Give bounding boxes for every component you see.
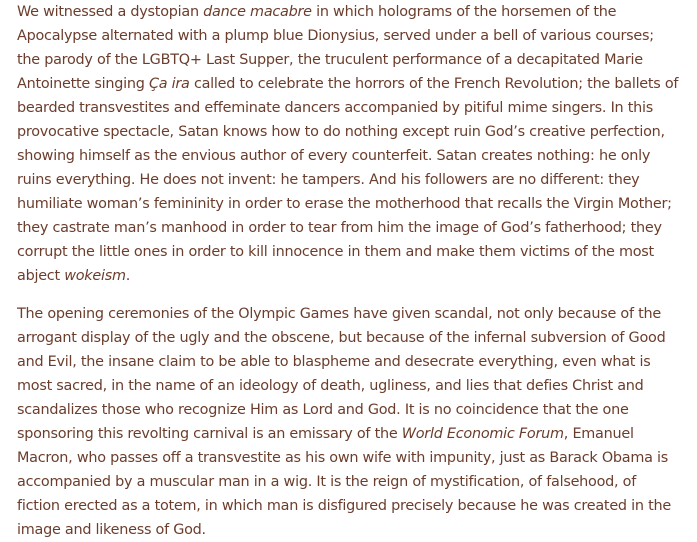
paragraph-2-text: The opening ceremonies of the Olympic Games have given scandal, not only because of the arrogant display of the ugly and the obscene, but because of the infernal subversion of Good and Evil, the insane claim to be able to blaspheme and desecrate everything, even what is most sacred, in the name of an ideology of death, ugliness, and lies that defies Christ and scandalizes those who recognize Him as Lord and God. It is no coincidence that the one sponsoring this revolting carnival is an emissary of the: [17, 306, 666, 442]
italic-dance-macabre: dance macabre: [203, 4, 312, 20]
paragraph-1-text: in which holograms of the horsemen of the Apocalypse alternated with a plump blue Dionysius, served under a bell of various courses; the parody of the LGBTQ+ Last Supper, the truculent performance of a decapitated Marie Antoinette singing: [17, 4, 654, 92]
italic-world-economic-forum: World Economic Forum: [401, 426, 564, 442]
italic-ca-ira: Ça ira: [148, 76, 190, 92]
paragraph-1-text: We witnessed a dystopian: [17, 4, 204, 20]
paragraph-1-text: .: [125, 268, 131, 284]
italic-wokeism: wokeism: [64, 268, 126, 284]
paragraph-1: [17, 0, 679, 288]
paragraph-1-text: called to celebrate the horrors of the French Revolution; the ballets of bearded transvestites and effeminate dancers accompanied by pitiful mime singers. In this provocative spectacle, Satan knows how to do nothing except ruin God’s creative perfection, showing himself as the envious author of every counterfeit. Satan creates nothing: he only ruins everything. He does not invent: he tampers. And his followers are no different: they humiliate woman’s femininity in order to erase the motherhood that recalls the Virgin Mother; they castrate man’s manhood in order to tear from him the image of God’s fatherhood; they corrupt the little ones in order to kill innocence in them and make them victims of the most abject: [17, 76, 679, 284]
paragraph-2-text: , Emanuel Macron, who passes off a transvestite as his own wife with impunity, just as Barack Obama is accompanied by a muscular man in a wig. It is the reign of mystification, of falsehood, of fiction erected as a totem, in which man is disfigured precisely because he was created in the image and likeness of God.: [17, 426, 671, 538]
paragraph-2: [17, 302, 679, 542]
